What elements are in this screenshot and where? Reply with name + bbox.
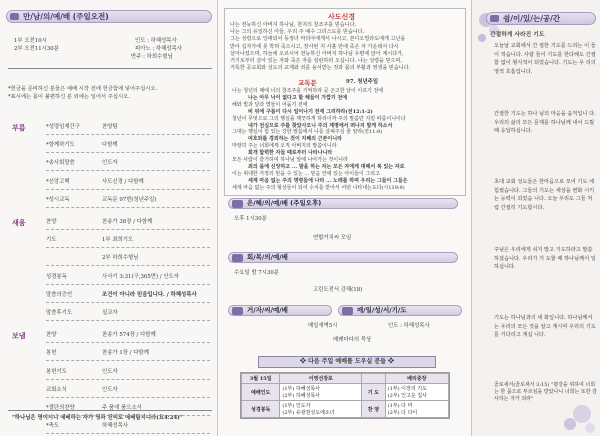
row-divider xyxy=(46,189,210,190)
section-label: 부름 xyxy=(12,124,26,132)
table-cell: (1부) 하혜성목사 (2부) 하혜성목사 xyxy=(280,384,362,401)
essay-paragraph: 기도는 하나님과의 대 화입니다. 하나님께서 는 우리의 모든 것을 알고 계시며 우리의 기도를 기다리고 계십 니다. xyxy=(494,315,596,339)
order-item: 찬양 xyxy=(46,332,57,339)
creed-line: 나는 전능하신 아버지 하나님, 천지의 창조주를 믿습니다. xyxy=(230,22,357,28)
table-cell: (1부) 인도자 (2부) 유광천성도에소녀 xyxy=(280,401,362,418)
responsive-line: 세계 마음 없는 주의 형상들이 되어 수치를 받아서 어떤 나타내는도다(시119:9) xyxy=(232,184,405,191)
pianist-text: 피아노 : 하혜성목사 xyxy=(135,46,182,52)
order-value: 설교자 xyxy=(102,310,118,316)
order-value: 사사기 3:31(구,365면) / 인도자 xyxy=(102,273,179,280)
service-time-2: 2부 오전11시30분 xyxy=(14,46,59,52)
order-item: 찬양 xyxy=(46,219,57,225)
daily-prayer-header: 매/일/성/서/기/도 xyxy=(338,305,462,316)
responsive-line: 그대는 행실이 힘 있는 강한 말씀에서 나를 살펴주실 줄 알라(전11:9) xyxy=(232,129,383,136)
responsive-line: 죄의 몸에 신앙하고 ... 말을 하는 자는 모든 자에게 대해서 복 있는 자로 xyxy=(248,163,405,170)
order-value: 주 품에 품으소서 xyxy=(102,405,142,411)
order-value: 인도자 xyxy=(102,160,118,167)
rest-space-header: 쉼/이/있/는/공/간 xyxy=(486,12,596,25)
evening-time: 오후 1시30분 xyxy=(234,216,267,222)
row-divider xyxy=(46,320,210,321)
essay-paragraph: 오늘날 교회에서 간 절한 기도를 드리는 이 들이 적습니다. 사람 들이 기도를 한다해도 간절함 없이 형식적이 되었습니다. 기도는 우 리의 영적 호흡입니다. xyxy=(494,43,596,75)
order-item: 교회소식 xyxy=(46,386,67,393)
note-offering: *헌금을 준비하신 분들은 예배 시작 전에 헌금함에 넣어주십시오. xyxy=(8,86,158,92)
responsive-line: 세계 마음 없는 주의 명령들에 나라 ... 노래를 하며 우리는 그들이 그들은 xyxy=(248,177,408,184)
serve-schedule-table xyxy=(240,372,450,419)
responsive-line: 마땅히 주는 너희에게 오직 아버지의 말씀이니라 xyxy=(232,143,337,150)
dawn-leader: 인도 : 하혜성목사 xyxy=(388,323,430,329)
row-divider xyxy=(46,247,210,248)
order-item: *함께하기도 xyxy=(46,142,75,149)
order-item: *신앙고백 xyxy=(46,178,70,185)
order-item: 봉헌 xyxy=(46,350,57,357)
evening-service-header: 은/혜/의/예/배 (주일오후) xyxy=(228,198,458,209)
order-value: 다함께 xyxy=(102,142,118,149)
row-divider xyxy=(46,265,210,266)
evening-desc: 연합거치씨 모임 xyxy=(313,235,352,241)
flower-decor-icon xyxy=(532,390,600,436)
row-divider xyxy=(46,284,210,285)
wednesday-desc: 고린도전서 강해(18) xyxy=(313,287,363,293)
order-value: 조건이 아니라 믿음입니다. / 하혜성목사 xyxy=(102,291,197,298)
serve-banner: ❖ 다음 주일 예배를 도우실 분들 ❖ xyxy=(258,356,436,368)
order-item: 말씀후기도 xyxy=(46,310,73,316)
row-divider xyxy=(46,152,210,153)
row-divider xyxy=(46,302,210,303)
responsive-line: 내가 전심으로 주를 찾았사오니 주의 계명에서 떠나지 말게 하소서 xyxy=(248,122,393,129)
table-cell: 찬 양 xyxy=(362,401,385,418)
creed-line: 살아나셨으며, 하늘에 오르시어 전능하신 아버지 하나님 우편에 앉아 계시다가, xyxy=(230,50,404,57)
table-header-cell: 이영선장로 xyxy=(280,374,362,384)
responsive-line: 모든 사람이 즐거하여 하나님 앞에 나아가는 것이니라 xyxy=(232,157,348,163)
panel-rest-space xyxy=(472,0,600,436)
responsive-line: 여호와를 경외하는 것이 지혜의 근본이니라 xyxy=(248,136,342,143)
table-row xyxy=(242,384,449,401)
row-divider xyxy=(46,170,210,171)
row-divider xyxy=(46,207,210,208)
section-label: 새움 xyxy=(12,219,26,227)
creed-line: 나는 그의 유일하신 아들, 우리 주 예수 그리스도를 믿습니다. xyxy=(230,29,365,36)
table-cell: (1부) 이장의 기도 (2부) 인고운 집사 xyxy=(385,384,448,401)
responsive-line: 나는 아무 낙이 없다고 할 해들이 가깝기 전에 xyxy=(248,94,348,101)
panel-order-of-worship xyxy=(0,0,218,436)
order-value: 찬송가 574장 / 다함께 xyxy=(102,332,156,339)
order-item: 기도 xyxy=(46,237,57,244)
creed-title: 사도신경 xyxy=(328,13,356,21)
creed-line: 거기로부터 살아 있는 자와 죽은 자를 심판하러 오십니다. 나는 성령을 믿으며, xyxy=(230,58,402,64)
responsive-line: 청년이 무엇으로 그의 행실을 깨끗하게 하리이까 주의 말씀만 지킬 따름이니이다 xyxy=(232,115,406,122)
responsive-line: 회개 합력한 자들 때로부터 나타나니라 xyxy=(248,150,333,157)
essay-paragraph: 주님은 우리에게 쉬지 말고 기도하라고 말씀 하셨습니다. 우리가 기 도할 때 하나님께서 일 하십니다. xyxy=(494,247,596,271)
organ-text: 반주 : 하희수형님 xyxy=(131,54,173,60)
order-value: 찬송가 1장 / 다함께 xyxy=(102,350,149,357)
essay-paragraph: 초대 교회 성도들은 한마음으로 모여 기도 에 힘썼습니다. 그들의 기도는 세상을 변화 시키는 능력이 되었습 니다. 오늘 우리도 그들 처럼 간절히 기도합시다. xyxy=(494,179,595,211)
responsive-line: 나는 청년의 때에 너의 창조주를 기억하라 곧 곤고한 날이 이르기 전에 xyxy=(232,88,384,94)
row-divider xyxy=(46,360,210,361)
dawn-service-header: 거/자/씨/예/배 xyxy=(228,305,332,316)
dawn-time: 매일새벽5시 xyxy=(308,323,338,329)
order-value: 1부 최희기도 xyxy=(102,237,134,244)
order-value: 교독문 97번(청년주일) xyxy=(102,196,157,203)
row-divider xyxy=(46,229,210,230)
responsive-line: 해와 빛과 달과 별들이 어둡기 전에 xyxy=(232,101,308,108)
row-divider xyxy=(46,397,210,398)
order-item: 말씀의증언 xyxy=(46,291,73,298)
order-value: 찬송가 38장 / 다함께 xyxy=(102,219,153,225)
table-cell: 예배인도 xyxy=(242,384,280,401)
responsive-subtitle: 97. 청년주일 xyxy=(346,79,379,85)
morning-service-header: 만/남/의/예/배 (주일오전) xyxy=(6,10,212,23)
order-item: *송사회말씀 xyxy=(46,160,75,167)
table-header-cell xyxy=(362,374,385,384)
order-item: 성경봉독 xyxy=(46,273,67,280)
order-value: 하혜성목사 xyxy=(102,423,129,430)
table-cell: 성경봉독 xyxy=(242,401,280,418)
order-item: 봉헌기도 xyxy=(46,368,67,375)
table-row xyxy=(242,401,449,418)
order-value: 2부 하희수형님 xyxy=(102,255,139,262)
creed-line: 거룩한 공교회와 성도의 교제와 죄를 용서받는 것과 몸의 부활과 영생을 믿습니다. xyxy=(230,65,411,72)
daily-note: 매례마다의 묵상 xyxy=(333,337,372,343)
order-item: *성시교독 xyxy=(46,196,70,203)
responsive-line: 이는 위대한 가정의 믿을 수 있는 ... 믿음 안에 있는 아이들이 그리고 xyxy=(232,170,380,177)
order-item: *축도 xyxy=(46,423,60,430)
order-value: 인도자 xyxy=(102,386,118,393)
order-item: *성령임재간구 xyxy=(46,124,80,130)
leader-text: 인도 : 하혜성목사 xyxy=(135,38,177,44)
order-value: 인도자 xyxy=(102,368,118,375)
creed-line: 받아 십자가에 못 박혀 죽으시고, 장사된 지 사흘 만에 죽은 자 가운데서 다시 xyxy=(230,43,399,50)
responsive-title: 교독문 xyxy=(298,79,317,87)
section-label: 보냄 xyxy=(12,332,26,341)
verse-text: "하나님은 영이시니 예배하는 자가 영과 진리로 예배할지니라(요4:24)" xyxy=(12,415,183,421)
row-divider xyxy=(46,415,210,416)
essay-paragraph: 간절한 기도는 하나 님의 마음을 움직입니 다. 우리의 삶의 모든 문제를 하나님께 내어 드릴 때 응답하십니다. xyxy=(494,111,596,135)
row-divider xyxy=(46,433,210,434)
row-divider xyxy=(46,379,210,380)
essay-title: 간절하게 사라진 기도 xyxy=(490,32,545,38)
table-header-cell: 배리중장 xyxy=(385,374,448,384)
panel-creed-and-services xyxy=(218,0,472,436)
order-item: *결단의찬양 xyxy=(46,405,75,411)
wednesday-time: 수요일 밤 7시30분 xyxy=(234,270,279,276)
row-divider xyxy=(46,134,210,135)
divider xyxy=(8,68,212,69)
table-cell: (1부) 다 마 (2부) 다 다이 xyxy=(385,401,448,418)
service-time-1: 1부 오전10시 xyxy=(14,38,47,44)
table-header-cell: 3월 15일 xyxy=(242,374,280,384)
note-standing: *표시에는 몸이 불편하신 분 외에는 일어서 주십시오. xyxy=(8,94,130,100)
responsive-line: 비 뒤에 구름이 다시 일어나기 전에 그리하라(전12:1-2) xyxy=(248,108,373,115)
wednesday-service-header: 회/복/의/예/배 xyxy=(228,252,458,263)
order-value: 사도신경 / 다함께 xyxy=(102,178,144,185)
creed-line: 그는 성령으로 잉태되어 동정녀 마리아에게서 나시고, 본디오빌라도에게 고난을 xyxy=(230,36,406,43)
order-value: 찬양팀 xyxy=(102,124,118,130)
essay-footer: 골로새서(골로새서 3:15) "평강을 위하여 너희는 한 몸으로 부르심을 받았나니 너희는 또한 감사하는 자가 되라" xyxy=(494,382,597,402)
row-divider xyxy=(46,342,210,343)
table-cell: 기 도 xyxy=(362,384,385,401)
